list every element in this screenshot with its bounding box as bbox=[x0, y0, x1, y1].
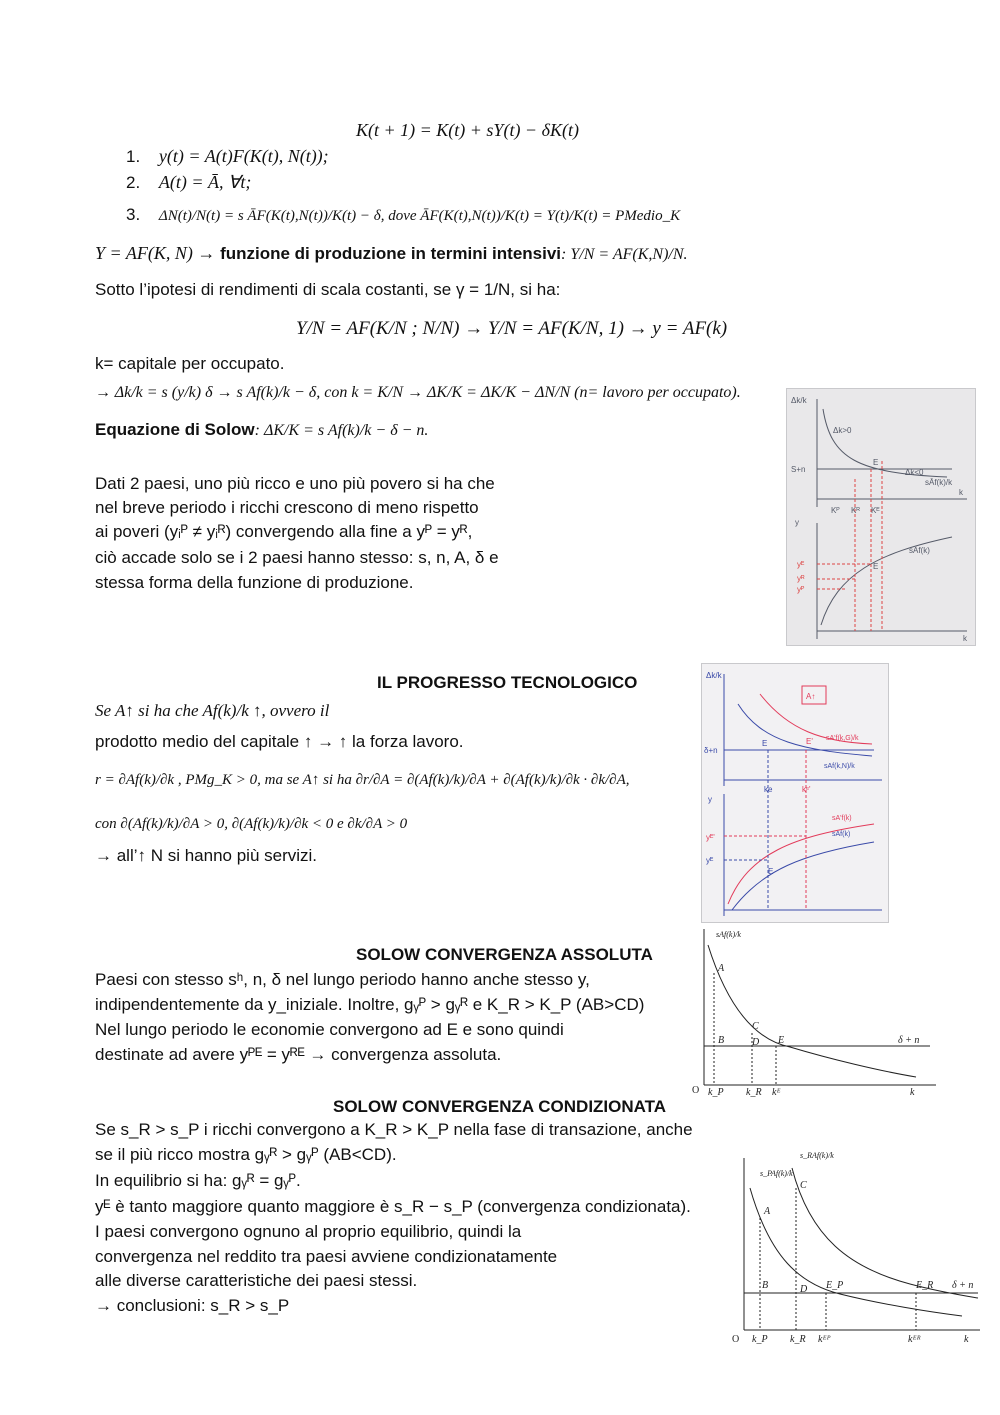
derivation-line: → Δk/k = s (y/k) δ → s Af(k)/k − δ, con k = K/N → ΔK/K = ΔK/K − ΔN/N (n= lavoro per occupato). bbox=[95, 384, 741, 401]
axis-label: k bbox=[964, 1334, 969, 1345]
paragraph-line: Dati 2 paesi, uno più ricco e uno più povero si ha che bbox=[95, 474, 495, 493]
axis-label: y bbox=[708, 795, 712, 804]
k-definition: k= capitale per occupato. bbox=[95, 354, 285, 373]
handwritten-solow-diagram bbox=[786, 388, 976, 646]
axis-label: δ+n bbox=[704, 746, 718, 755]
tick-label: kᴱ bbox=[772, 1087, 781, 1098]
tick-label: yᴱ' bbox=[706, 833, 715, 842]
production-function-line bbox=[95, 243, 688, 264]
curve-label: sAf(k) bbox=[832, 831, 851, 838]
tick-label: k_R bbox=[790, 1334, 806, 1345]
paragraph-line: convergenza nel reddito tra paesi avviene condizionatamente bbox=[95, 1247, 558, 1266]
point-label: E bbox=[768, 867, 774, 876]
axis-label: Δk/k bbox=[706, 671, 722, 680]
axis-label: k bbox=[963, 634, 967, 643]
paragraph-line: indipendentemente da y_iniziale. Inoltre, gᵧᴾ > gᵧᴿ e K_R > K_P (AB>CD) bbox=[95, 995, 645, 1014]
line-label: δ + n bbox=[898, 1035, 920, 1046]
section-title: IL PROGRESSO TECNOLOGICO bbox=[377, 673, 638, 692]
axis-label: y bbox=[795, 518, 799, 527]
tick-label: ke bbox=[764, 785, 773, 794]
curve-label: sAf(k)/k bbox=[716, 930, 741, 939]
annotation: A↑ bbox=[806, 692, 816, 701]
line-label: δ + n bbox=[952, 1280, 974, 1291]
production-label: funzione di produzione in termini intensivi bbox=[220, 244, 562, 263]
tick-label: k_R bbox=[746, 1087, 762, 1098]
handwritten-progress-diagram bbox=[701, 663, 889, 923]
paragraph-line: Nel lungo periodo le economie convergono ad E e sono quindi bbox=[95, 1020, 564, 1039]
origin-label: O bbox=[692, 1085, 700, 1096]
point-label: C bbox=[800, 1180, 807, 1191]
tick-label: Kᴱ bbox=[871, 506, 880, 515]
curve-label: sĀf(k) bbox=[909, 546, 930, 555]
solow-equation-label: Equazione di Solow bbox=[95, 420, 255, 439]
point-label: B bbox=[718, 1035, 725, 1046]
list-item bbox=[126, 172, 251, 193]
curve-label: sA'f(k) bbox=[832, 815, 852, 822]
paragraph-line: → all’↑ N si hanno più servizi. bbox=[95, 846, 318, 865]
production-lhs: Y = AF(K, N) → bbox=[95, 243, 216, 263]
point-label: D bbox=[800, 1284, 808, 1295]
tick-label: Kᴾ bbox=[831, 506, 840, 515]
point-label: E bbox=[873, 562, 879, 571]
tick-label: yᴾ bbox=[797, 585, 805, 594]
point-label: C bbox=[752, 1021, 759, 1032]
paragraph-line: prodotto medio del capitale ↑ → ↑ la forza lavoro. bbox=[95, 732, 464, 751]
point-label: E bbox=[873, 458, 879, 467]
axis-label: k bbox=[959, 488, 963, 497]
point-label: E_P bbox=[826, 1280, 844, 1291]
tick-label: yᴱ bbox=[706, 856, 714, 865]
tick-label: kᵉ' bbox=[802, 785, 811, 794]
point-label: A bbox=[718, 963, 725, 974]
paragraph-line: r = ∂Af(k)/∂k , PMg_K > 0, ma se A↑ si ha ∂r/∂A = ∂(Af(k)/k)/∂A + ∂(Af(k)/k)/∂k · ∂k/∂A, bbox=[95, 772, 630, 788]
axis-label: Δk/k bbox=[791, 396, 807, 405]
tick-label: kᴱᴾ bbox=[818, 1334, 831, 1345]
paragraph-line: Se A↑ si ha che Af(k)/k ↑, ovvero il bbox=[95, 701, 330, 720]
paragraph-line: ciò accade solo se i 2 paesi hanno stesso: s, n, A, δ e bbox=[95, 548, 499, 567]
solow-equation-formula: : ΔK/K = s Af(k)/k − δ − n. bbox=[254, 422, 429, 439]
paragraph-line: In equilibrio si ha: gᵧᴿ = gᵧᴾ. bbox=[95, 1171, 301, 1190]
paragraph-line: se il più ricco mostra gᵧᴿ > gᵧᴾ (AB<CD). bbox=[95, 1145, 397, 1164]
tick-label: yᴿ bbox=[797, 574, 805, 583]
tick-label: yᴱ bbox=[797, 560, 805, 569]
list-number: 1. bbox=[126, 147, 141, 166]
list-item bbox=[126, 205, 680, 225]
point-label: E bbox=[762, 739, 768, 748]
solow-equation bbox=[95, 420, 428, 440]
tick-label: kᴱᴿ bbox=[908, 1334, 921, 1345]
point-label: D bbox=[752, 1037, 760, 1048]
paragraph-line: con ∂(Af(k)/k)/∂A > 0, ∂(Af(k)/k)/∂k < 0 e ∂k/∂A > 0 bbox=[95, 816, 408, 832]
absolute-convergence-plot bbox=[690, 925, 940, 1100]
list-text: ΔN(t)/N(t) = s ĀF(K(t),N(t))/K(t) − δ, dove ĀF(K(t),N(t))/K(t) = Y(t)/K(t) = PMedio_K bbox=[158, 208, 681, 224]
origin-label: O bbox=[732, 1334, 740, 1345]
section-title: SOLOW CONVERGENZA ASSOLUTA bbox=[356, 945, 653, 964]
paragraph-line: I paesi convergono ognuno al proprio equilibrio, quindi la bbox=[95, 1222, 522, 1241]
paragraph-line: nel breve periodo i ricchi crescono di meno rispetto bbox=[95, 498, 479, 517]
paragraph-line: alle diverse caratteristiche dei paesi stessi. bbox=[95, 1271, 418, 1290]
section-title: SOLOW CONVERGENZA CONDIZIONATA bbox=[333, 1097, 667, 1116]
tick-label: k_P bbox=[708, 1087, 724, 1098]
paragraph-line: → conclusioni: s_R > s_P bbox=[95, 1296, 290, 1315]
paragraph-line: destinate ad avere yᴾᴱ = yᴿᴱ → convergenza assoluta. bbox=[95, 1045, 502, 1064]
axis-label: k bbox=[910, 1087, 915, 1098]
axis-label: S+n bbox=[791, 465, 806, 474]
curve-label: sĀf(k)/k bbox=[925, 478, 953, 487]
point-label: E bbox=[778, 1035, 785, 1046]
list-number: 2. bbox=[126, 173, 141, 192]
list-text: A(t) = Ā, ∀t; bbox=[158, 172, 252, 192]
paragraph-line: Se s_R > s_P i ricchi convergono a K_R > K_P nella fase di transazione, anche bbox=[95, 1120, 693, 1139]
equation-capital-accumulation: K(t + 1) = K(t) + sY(t) − δK(t) bbox=[356, 120, 579, 140]
annotation: Δk>0 bbox=[833, 426, 852, 435]
curve-label: sAf(k,N)/k bbox=[824, 763, 855, 770]
point-label: E' bbox=[806, 737, 813, 746]
equation-intensive: Y/N = AF(K/N ; N/N) → Y/N = AF(K/N, 1) → y = AF(k) bbox=[296, 318, 728, 339]
point-label: E_R bbox=[916, 1280, 934, 1291]
production-rhs: : Y/N = AF(K,N)/N. bbox=[561, 246, 688, 263]
annotation: Δk<0 bbox=[905, 468, 924, 477]
paragraph-line: Paesi con stesso sʰ, n, δ nel lungo periodo hanno anche stesso y, bbox=[95, 970, 590, 989]
point-label: A bbox=[764, 1206, 771, 1217]
point-label: B bbox=[762, 1280, 769, 1291]
paragraph-line: ai poveri (yᵢᴾ ≠ yᵢᴿ) convergendo alla fine a yᴾ = yᴿ, bbox=[95, 522, 473, 541]
list-number: 3. bbox=[126, 205, 141, 224]
conditional-convergence-plot bbox=[730, 1148, 985, 1348]
curve-label: sA'f(k,G)/k bbox=[826, 735, 859, 742]
list-item bbox=[126, 146, 329, 167]
paragraph-line: stessa forma della funzione di produzione. bbox=[95, 573, 414, 592]
tick-label: k_P bbox=[752, 1334, 768, 1345]
paragraph-line: yᴱ è tanto maggiore quanto maggiore è s_R − s_P (convergenza condizionata). bbox=[95, 1197, 691, 1216]
list-text: y(t) = A(t)F(K(t), N(t)); bbox=[158, 146, 329, 166]
curve-label: s_RAf(k)/k bbox=[800, 1151, 834, 1160]
tick-label: Kᴿ bbox=[851, 506, 860, 515]
curve-label: s_PAf(k)/k bbox=[760, 1169, 793, 1178]
hypothesis-line: Sotto l’ipotesi di rendimenti di scala costanti, se γ = 1/N, si ha: bbox=[95, 280, 561, 299]
